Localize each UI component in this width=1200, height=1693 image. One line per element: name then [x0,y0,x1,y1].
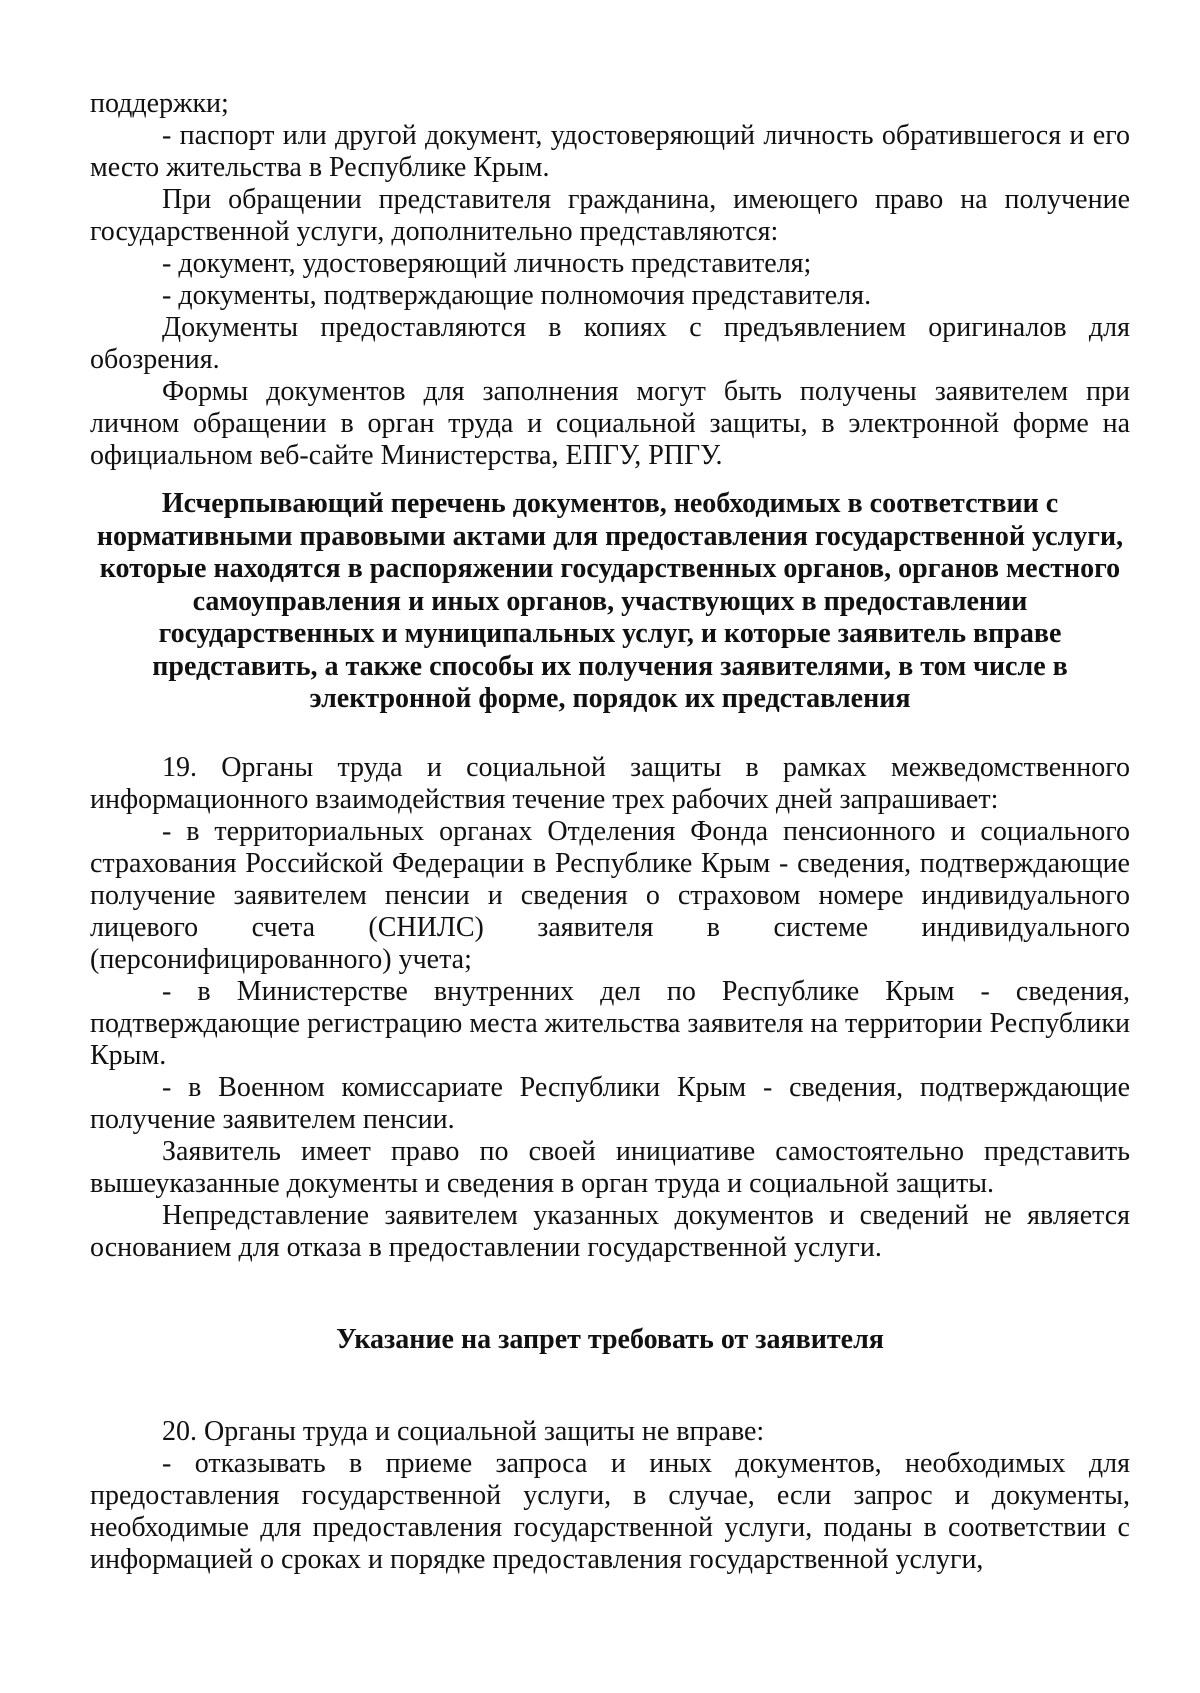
section-heading: Указание на запрет требовать от заявителя [336,1323,884,1355]
spacer [90,1264,1130,1324]
paragraph: - документы, подтверждающие полномочия представителя. [162,280,872,311]
document-body [90,88,1130,1576]
spacer [90,1356,1130,1416]
section-heading: Исчерпывающий перечень документов, необходимых в соответствии с нормативными правовыми актами для предоставления государственной услуги, которые находятся в распоряжении государственных органов, органов местного самоуправления и иных органов, участвующих в предоставлении государственных и муниципальных услуг, и которые заявитель вправе представить, а также способы их получения заявителями, в том числе в электронной форме, порядок их представления [96,488,1124,714]
paragraph: - в территориальных органах Отделения Фонда пенсионного и социального страхования Российской Федерации в Республике Крым - сведения, подтверждающие получение заявителем пенсии и сведения о страховом номере индивидуального лицевого счета (СНИЛС) заявителя в системе индивидуального (персонифицированного) учета; [90,815,1130,975]
paragraph: - в Министерстве внутренних дел по Республике Крым - сведения, подтверждающие регистрацию места жительства заявителя на территории Республики Крым. [90,975,1130,1071]
paragraph: Документы предоставляются в копиях с предъявлением оригиналов для обозрения. [90,312,1130,375]
paragraph: Непредставление заявителем указанных документов и сведений не является основанием для отказа в предоставлении государственной услуги. [90,1199,1130,1263]
paragraph: - документ, удостоверяющий личность представителя; [162,248,812,279]
paragraph: 20. Органы труда и социальной защиты не вправе: [162,1416,765,1447]
paragraph: - паспорт или другой документ, удостоверяющий личность обратившегося и его место жительства в Республике Крым. [90,120,1130,183]
paragraph: Заявитель имеет право по своей инициативе самостоятельно представить вышеуказанные документы и сведения в орган труда и социальной защиты. [90,1135,1130,1199]
paragraph: поддержки; [90,88,229,119]
paragraph: 19. Органы труда и социальной защиты в рамках межведомственного информационного взаимодействия течение трех рабочих дней запрашивает: [90,751,1130,815]
paragraph: Формы документов для заполнения могут быть получены заявителем при личном обращении в орган труда и социальной защиты, в электронной форме на официальном веб-сайте Министерства, ЕПГУ, РПГУ. [90,376,1130,471]
paragraph: При обращении представителя гражданина, имеющего право на получение государственной услуги, дополнительно представляются: [90,184,1130,247]
paragraph: - отказывать в приеме запроса и иных документов, необходимых для предоставления государственной услуги, в случае, если запрос и документы, необходимые для предоставления государственной услуги, поданы в соответствии с информацией о сроках и порядке предоставления государственной услуги, [90,1448,1130,1575]
spacer [90,472,1130,488]
spacer [90,716,1130,752]
paragraph: - в Военном комиссариате Республики Крым - сведения, подтверждающие получение заявителем пенсии. [90,1071,1130,1135]
